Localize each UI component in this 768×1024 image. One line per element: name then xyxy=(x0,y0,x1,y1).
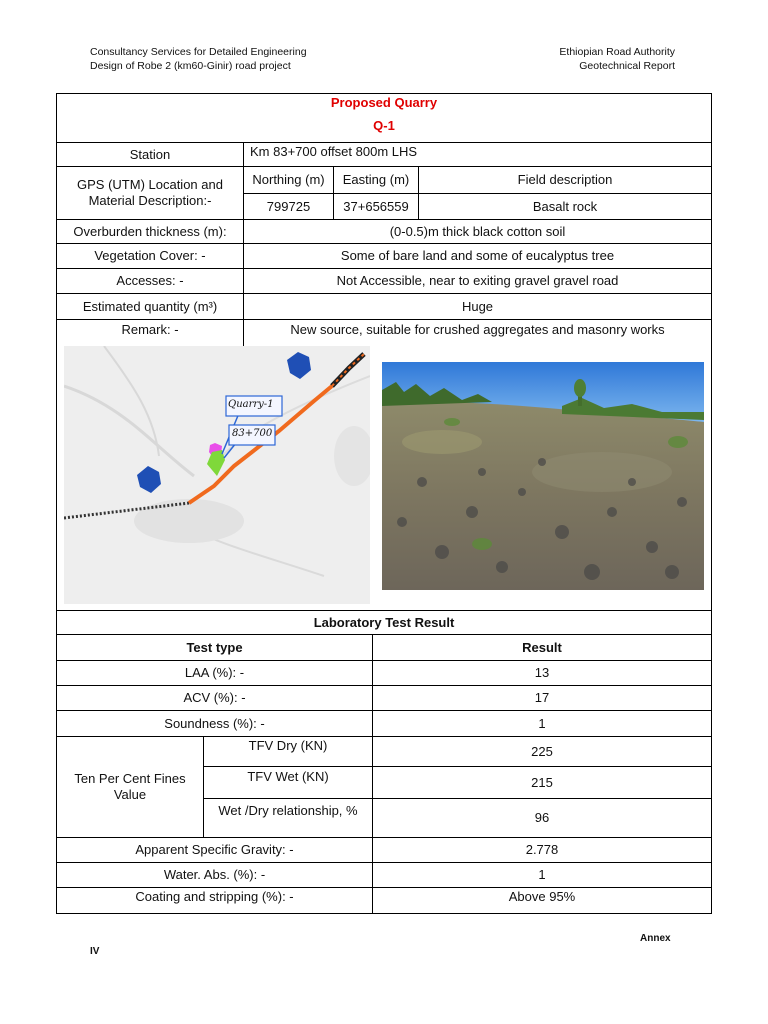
gps-label: GPS (UTM) Location and Material Description:- xyxy=(77,177,223,208)
wet-dry-value: 96 xyxy=(534,810,550,825)
header-authority xyxy=(559,45,675,73)
col-result: Result xyxy=(522,639,562,655)
laa-value: 13 xyxy=(534,665,550,680)
tfv-dry-label: TFV Dry (KN) xyxy=(248,738,328,753)
vegetation-label: Vegetation Cover: - xyxy=(94,248,206,263)
header-right-line2: Geotechnical Report xyxy=(579,60,675,72)
remark-value: New source, suitable for crushed aggregates and masonry works xyxy=(290,322,665,337)
soundness-value: 1 xyxy=(538,715,546,731)
quantity-label: Estimated quantity (m³) xyxy=(82,298,218,314)
field-value: Basalt rock xyxy=(532,198,598,214)
asg-value: 2.778 xyxy=(525,842,559,857)
coating-value: Above 95% xyxy=(508,889,576,904)
acv-value: 17 xyxy=(534,690,550,705)
remark-label: Remark: - xyxy=(121,322,179,337)
station-value: Km 83+700 offset 800m LHS xyxy=(250,143,418,159)
coating-label: Coating and stripping (%): - xyxy=(135,889,294,904)
quantity-value: Huge xyxy=(461,298,494,314)
field-label: Field description xyxy=(517,172,613,187)
overburden-label: Overburden thickness (m): xyxy=(73,223,227,239)
wet-dry-label: Wet /Dry relationship, % xyxy=(218,803,358,818)
tfv-dry-value: 225 xyxy=(531,743,553,759)
water-abs-value: 1 xyxy=(538,867,546,882)
location-map xyxy=(64,346,370,604)
access-value: Not Accessible, near to exiting gravel gravel road xyxy=(336,273,619,288)
vegetation-value: Some of bare land and some of eucalyptus tree xyxy=(340,248,615,263)
easting-label: Easting (m) xyxy=(342,172,410,187)
acv-label: ACV (%): - xyxy=(183,690,246,705)
map-graphic xyxy=(64,346,370,604)
lab-title: Laboratory Test Result xyxy=(313,614,455,630)
map-label-quarry: Quarry-1 xyxy=(228,399,274,410)
tfv-wet-value: 215 xyxy=(531,774,553,790)
water-abs-label: Water. Abs. (%): - xyxy=(163,867,266,882)
footer-page: IV xyxy=(90,946,100,957)
access-label: Accesses: - xyxy=(116,273,184,288)
northing-label: Northing (m) xyxy=(252,172,325,187)
soundness-label: Soundness (%): - xyxy=(164,715,265,731)
col-test-type: Test type xyxy=(186,639,243,655)
header-project xyxy=(90,45,307,73)
site-photo xyxy=(382,362,704,590)
northing-value: 799725 xyxy=(266,198,311,214)
title-code: Q-1 xyxy=(373,118,395,133)
overburden-value: (0-0.5)m thick black cotton soil xyxy=(389,223,566,239)
photo-graphic xyxy=(382,362,704,590)
header-left-line1: Consultancy Services for Detailed Engineering xyxy=(90,46,307,58)
asg-label: Apparent Specific Gravity: - xyxy=(135,842,294,857)
easting-value: 37+656559 xyxy=(343,198,409,214)
footer-annex: Annex xyxy=(640,933,671,944)
tfv-wet-label: TFV Wet (KN) xyxy=(247,769,329,784)
ten-percent-fines-label: Ten Per Cent Fines Value xyxy=(74,771,186,802)
header-left-line2: Design of Robe 2 (km60-Ginir) road project xyxy=(90,60,291,72)
header-right-line1: Ethiopian Road Authority xyxy=(559,46,675,58)
laa-label: LAA (%): - xyxy=(184,665,245,680)
title-main: Proposed Quarry xyxy=(330,95,438,110)
station-label: Station xyxy=(129,146,171,162)
map-label-station: 83+700 xyxy=(232,428,273,439)
